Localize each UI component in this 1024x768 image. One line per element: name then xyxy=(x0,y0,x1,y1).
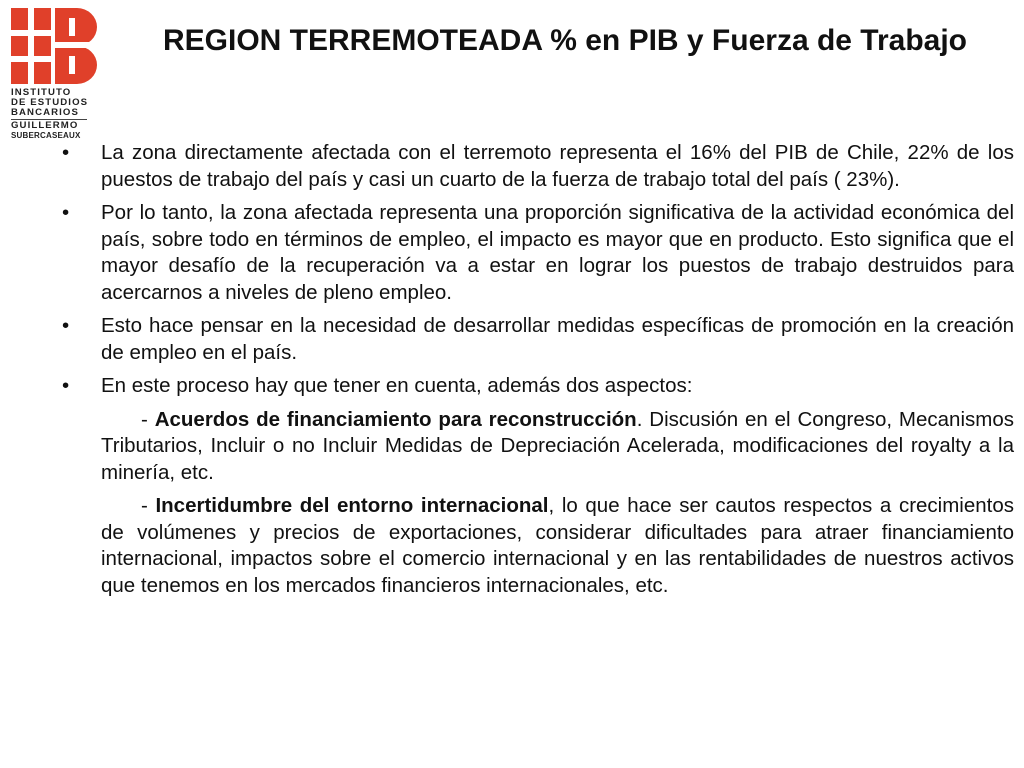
logo-line: SUBERCASEAUX xyxy=(11,131,81,140)
logo-line: INSTITUTO xyxy=(11,87,72,98)
bullet-text: La zona directamente afectada con el terremoto representa el 16% del PIB de Chile, 22% de los puestos de trabajo del país y casi un cuarto de la fuerza de trabajo total del país ( 23%). xyxy=(101,141,1014,191)
sub-item xyxy=(58,407,1014,487)
logo-line: BANCARIOS xyxy=(11,107,79,118)
slide-body xyxy=(58,140,1014,606)
sub-item xyxy=(58,493,1014,599)
bullet-item xyxy=(58,140,1014,193)
slide-title: REGION TERREMOTEADA % en PIB y Fuerza de Trabajo xyxy=(162,24,968,57)
sub-item-dash: - xyxy=(141,407,148,431)
sub-item-dash: - xyxy=(141,494,148,517)
sub-item-body: , lo que hace ser cautos respectos a crecimientos de volúmenes y precios de exportaciones, considerar dificultades para atraer financiamiento internacional, impactos sobre el comercio internacional y en las rentabilidades de nuestros activos que tenemos en los mercados financieros internacionales, etc. xyxy=(101,494,1015,597)
logo-mark-icon xyxy=(11,8,97,84)
bullet-icon: • xyxy=(62,141,70,164)
logo-line: GUILLERMO xyxy=(11,120,79,131)
sub-item-text xyxy=(101,407,1014,487)
bullet-item xyxy=(58,313,1014,366)
logo-wordmark xyxy=(11,88,99,141)
bullet-text: En este proceso hay que tener en cuenta, además dos aspectos: xyxy=(101,374,693,397)
sub-item-text xyxy=(101,493,1014,599)
institute-logo xyxy=(11,8,99,141)
bullet-item xyxy=(58,373,1014,400)
sub-item-heading: Incertidumbre del entorno internacional xyxy=(155,494,549,517)
bullet-text: Esto hace pensar en la necesidad de desarrollar medidas específicas de promoción en la creación de empleo en el país. xyxy=(101,314,1014,364)
logo-line: DE ESTUDIOS xyxy=(11,97,89,108)
bullet-icon: • xyxy=(62,314,70,337)
sub-item-heading: Acuerdos de financiamiento para reconstrucción xyxy=(154,407,637,431)
bullet-icon: • xyxy=(62,201,70,224)
bullet-icon: • xyxy=(62,374,70,397)
sub-item-body: . Discusión en el Congreso, Mecanismos Tributarios, Incluir o no Incluir Medidas de Depreciación Acelerada, modificaciones del royalty a la minería, etc. xyxy=(101,407,1014,484)
bullet-text: Por lo tanto, la zona afectada representa una proporción significativa de la actividad económica del país, sobre todo en términos de empleo, el impacto es mayor que en producto. Esto significa que el mayor desafío de la recuperación va a estar en lograr los puestos de trabajo destruidos para acercarnos a niveles de pleno empleo. xyxy=(101,201,1014,304)
bullet-item xyxy=(58,200,1014,306)
